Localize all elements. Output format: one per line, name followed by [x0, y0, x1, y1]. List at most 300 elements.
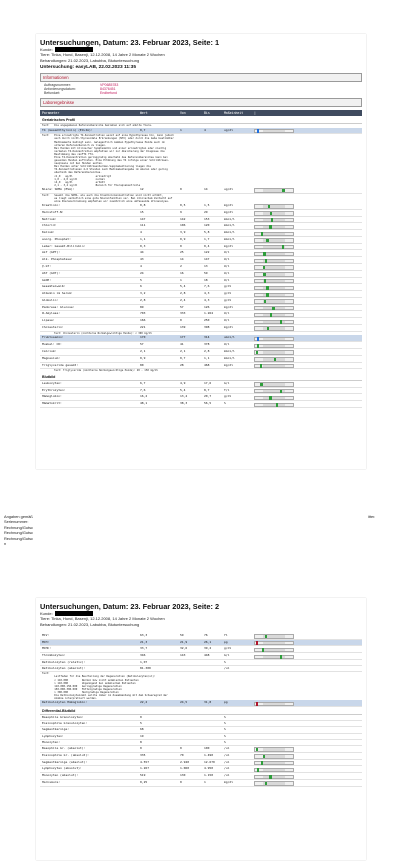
range-from: 16 — [180, 270, 184, 275]
section-differential: Differential-Blutbild — [40, 708, 362, 715]
table-row — [40, 401, 362, 408]
table-row — [40, 356, 362, 363]
range-bar — [254, 286, 294, 290]
range-marker — [260, 383, 262, 387]
range-bar — [254, 337, 294, 341]
parameter-name: Hämatokrit: — [42, 401, 62, 406]
range-marker — [261, 232, 263, 236]
info-value: VP0685783 — [100, 82, 119, 87]
range-bar-normal — [263, 748, 286, 750]
range-to: 1,7 — [204, 236, 210, 241]
cholesterol-note: Text: Cholesterin (nüchterne Normalgewichtige Hunde): < 300 mg/dl — [54, 331, 152, 335]
range-marker — [256, 702, 258, 706]
range-bar — [254, 279, 294, 283]
margin-text: Rechnung/Gutsc — [4, 535, 33, 541]
right-margin-note: itter. — [368, 514, 376, 519]
fructosamine-row-container — [40, 335, 362, 342]
unit-cell: mmol/l — [224, 236, 235, 241]
range-marker — [256, 641, 258, 645]
range-bar-cell — [254, 278, 360, 284]
table-row — [40, 271, 362, 278]
value-cell: 0,25 — [140, 779, 148, 784]
value-cell: 7,6 — [140, 387, 146, 392]
range-to: 4,3 — [204, 297, 210, 302]
margin-text: Angaben gemäß — [4, 514, 33, 519]
range-to: 26,1 — [204, 639, 212, 644]
range-bar-normal — [263, 273, 286, 275]
range-to: 100 — [204, 746, 210, 751]
niere-row-container — [40, 187, 362, 194]
range-from: 24,5 — [180, 700, 188, 705]
report-page-2 — [36, 598, 366, 860]
unit-cell: G/l — [224, 380, 230, 385]
range-to: 31,8 — [204, 700, 212, 705]
info-row — [44, 91, 362, 95]
reference-note: Text: Die angegebenen Referenzbereiche beziehen sich auf adulte Tiere. — [42, 124, 153, 128]
range-marker — [269, 396, 271, 400]
parameter-name: Erythrozyten: — [42, 387, 66, 392]
range-to: 1,1 — [204, 355, 210, 360]
range-bar-normal — [263, 338, 286, 340]
tier-line: Tiere: Tinka, Hund, Basenji, 12.12.2008, 14 Jahre 2 Monate 2 Wochen — [40, 52, 165, 58]
page-title: Untersuchungen, Datum: 23. Februar 2023, Seite: 1 — [40, 38, 220, 47]
range-to: 18 — [204, 277, 208, 282]
table-row — [40, 203, 362, 210]
range-marker — [272, 307, 274, 311]
parameter-name: Hämoglobin: — [42, 394, 62, 399]
value-cell: 1.267 — [140, 766, 150, 771]
range-from: 13,4 — [180, 394, 188, 399]
value-cell: 89 — [140, 304, 144, 309]
table-row — [40, 753, 362, 760]
range-bar — [254, 218, 294, 222]
range-from: 32,6 — [180, 646, 188, 651]
range-to: 122 — [204, 250, 210, 255]
left-margin-note — [4, 514, 38, 546]
range-bar — [254, 320, 294, 324]
value-cell: 1,1 — [140, 236, 146, 241]
parameter-name: Harnstoff-N: — [42, 209, 64, 214]
reticulocyte-guide: Text: Leitfaden für die Beurteilung der Regeneration (Retikulozyten/ul): < 110.000 Normal bzw nicht anämischen Patienten > 110.000 Ungenügend bei anämischem Patienten 110.000-150.000 Geringgradige Regeneration 150.000-300.000 Mittelgradige Regeneration > 300.000 Hochgradige Regeneration Die Retikulozytenzahl sollte immer im Zusammenhang mit dem Schweregrad der Anämie interpretiert werden. — [42, 672, 168, 701]
range-from — [180, 727, 204, 732]
unit-cell: % — [224, 659, 226, 664]
parameter-name: Chlorid: — [42, 223, 57, 228]
unit-cell: % — [224, 715, 226, 719]
range-marker — [269, 225, 271, 229]
range-bar-normal — [263, 365, 286, 367]
range-bar-normal — [263, 253, 286, 255]
results-rows — [40, 203, 362, 332]
range-bar-cell — [254, 210, 360, 216]
unit-cell: /ul — [224, 752, 230, 757]
range-from — [180, 734, 204, 739]
value-cell: 5 — [140, 277, 142, 282]
range-marker — [280, 390, 282, 394]
table-row — [40, 187, 362, 194]
unit-cell: umol/l — [224, 335, 235, 340]
range-marker — [256, 351, 258, 355]
table-row — [40, 342, 362, 349]
range-bar-normal — [263, 769, 286, 771]
range-to: 5,8 — [204, 230, 210, 235]
range-to: 398 — [204, 325, 210, 330]
range-from: 2,4 — [180, 297, 186, 302]
range-from: 41 — [180, 342, 184, 347]
table-row — [40, 257, 362, 264]
range-marker — [282, 245, 284, 249]
range-from: 1.060 — [180, 766, 190, 771]
table-row — [40, 244, 362, 251]
unit-cell: g/dl — [224, 646, 232, 651]
range-marker — [266, 286, 268, 290]
value-cell: 8 — [140, 739, 142, 744]
range-bar — [254, 775, 294, 779]
range-to: 1,5 — [204, 202, 210, 207]
parameter-name: Magnesium: — [42, 355, 61, 360]
unit-cell: mg/dl — [224, 304, 234, 309]
value-cell: 80 — [140, 362, 144, 367]
range-bar — [254, 754, 294, 758]
unit-cell: mg/dl — [224, 779, 234, 784]
range-bar-normal — [263, 345, 286, 347]
range-bar — [254, 364, 294, 368]
table-row — [40, 311, 362, 318]
unit-cell: mg/dl — [224, 362, 234, 367]
range-marker — [267, 327, 269, 331]
range-bar-normal — [263, 397, 286, 399]
range-bar — [254, 702, 294, 706]
table-row — [40, 284, 362, 291]
table-row — [40, 766, 362, 773]
behandlungen-line-2: Behandlungen: 21.02.2023, Labubba, Blutuntersuchung — [40, 621, 140, 627]
range-bar — [254, 259, 294, 263]
parameter-name: γ-GT: — [42, 264, 52, 269]
table-row — [40, 325, 362, 332]
value-cell: 33,7 — [140, 646, 148, 651]
range-from — [180, 715, 204, 720]
value-cell: 63,3 — [140, 632, 148, 637]
parameter-name: Kalium: — [42, 230, 55, 235]
range-bar — [254, 129, 294, 133]
range-to: 378 — [204, 342, 210, 347]
range-bar — [254, 761, 294, 765]
parameter-name: Niere: SDMA (ESA): — [42, 186, 75, 191]
value-cell: 81.300 — [140, 666, 151, 671]
range-from: 2,8 — [180, 291, 186, 296]
range-from: 1 — [180, 277, 182, 282]
range-bar-normal — [263, 404, 286, 406]
value-cell: 335 — [140, 752, 146, 757]
range-bar — [254, 252, 294, 256]
range-bar — [254, 326, 294, 330]
range-bar — [254, 313, 294, 317]
table-row — [40, 305, 362, 312]
range-from: 139 — [180, 325, 186, 330]
range-from: 0 — [180, 779, 182, 784]
range-to: 1.150 — [204, 773, 214, 778]
table-row — [40, 773, 362, 780]
value-cell: 21,3 — [140, 639, 148, 644]
range-bar — [254, 232, 294, 236]
range-marker — [263, 273, 265, 277]
range-bar — [254, 768, 294, 772]
value-cell: 4 — [140, 230, 142, 235]
range-to: 0,4 — [204, 243, 210, 248]
range-bar-normal — [263, 762, 286, 764]
parameter-name: Gesamteiweiß: — [42, 284, 66, 289]
value-cell: 519 — [140, 773, 146, 778]
parameter-name: Alk. Phosphatase: — [42, 257, 73, 262]
value-cell: 0 — [140, 746, 142, 751]
results-rows-page2 — [40, 633, 362, 673]
unit-cell: g/dl — [224, 284, 232, 289]
range-from: 2.940 — [180, 759, 190, 764]
unit-cell: mg/dl — [224, 202, 234, 207]
range-from: 143 — [180, 653, 186, 658]
range-bar-cell — [254, 311, 360, 317]
unit-cell: pg — [224, 639, 228, 644]
range-bar-normal — [263, 226, 286, 228]
range-marker — [266, 293, 268, 297]
info-header: Informationen — [40, 73, 362, 82]
range-bar — [254, 648, 294, 652]
range-to: 1.490 — [204, 752, 214, 757]
range-bar — [254, 225, 294, 229]
table-row — [40, 210, 362, 217]
range-bar-cell — [254, 291, 360, 297]
range-bar-cell — [254, 660, 360, 665]
range-from — [180, 721, 204, 726]
unit-cell: U/l — [224, 318, 230, 323]
column-header: Von — [180, 111, 186, 116]
range-from — [180, 660, 204, 665]
value-cell: 68 — [140, 727, 144, 732]
value-cell: 57 — [140, 342, 144, 347]
table-row — [40, 646, 362, 653]
parameter-name: Segmentkernige: — [42, 727, 70, 732]
range-from: 25 — [180, 250, 184, 255]
range-marker — [270, 212, 272, 216]
parameter-name: Lymphozyten: — [42, 733, 64, 738]
parameter-name: Triglyceride gesamt: — [42, 362, 79, 367]
parameter-name: Albumin im Serum: — [42, 291, 73, 296]
range-bar-cell — [254, 401, 360, 407]
range-marker — [257, 344, 259, 348]
table-row — [40, 653, 362, 660]
range-marker — [263, 252, 265, 256]
range-to: 8,7 — [204, 387, 210, 392]
range-marker — [266, 239, 268, 243]
parameter-name: MCH: — [42, 639, 50, 644]
unit-cell: /ul — [224, 773, 230, 778]
range-to: 468 — [204, 362, 210, 367]
unit-cell: % — [224, 739, 226, 744]
table-row — [40, 217, 362, 224]
range-bar — [254, 272, 294, 276]
range-bar — [254, 306, 294, 310]
value-cell: 0,7 — [140, 127, 146, 132]
labor-header: Laborergebnisse — [40, 98, 362, 107]
range-bar — [254, 204, 294, 208]
parameter-name: T4 (Gesamtthyroxin) (ECLIA): — [42, 127, 93, 132]
unit-cell: g/dl — [224, 394, 232, 399]
table-row — [40, 264, 362, 271]
table-row — [40, 335, 362, 342]
range-bar — [254, 357, 294, 361]
range-to: 4 — [204, 127, 206, 132]
range-to — [204, 715, 224, 720]
range-bar-cell — [254, 349, 360, 355]
value-cell: 147 — [140, 216, 146, 221]
parameter-name: Leukozyten: — [42, 380, 62, 385]
range-to: 250 — [204, 318, 210, 323]
range-to: 56,5 — [204, 401, 212, 406]
info-table — [44, 83, 362, 96]
range-bar — [254, 781, 294, 785]
blood-rows — [40, 381, 362, 408]
range-from: 1 — [180, 127, 182, 132]
value-cell: 6 — [140, 284, 142, 289]
range-bar — [254, 382, 294, 386]
range-bar — [254, 641, 294, 645]
parameter-name: Monozyten: — [42, 739, 61, 744]
range-from — [180, 666, 204, 671]
table-row — [40, 760, 362, 767]
range-from: 5,4 — [180, 284, 186, 289]
range-marker — [271, 218, 273, 222]
range-bar-cell — [254, 780, 360, 786]
range-bar — [254, 655, 294, 659]
range-bar — [254, 634, 294, 638]
range-to: 1 — [204, 779, 206, 784]
range-from: 0,9 — [180, 236, 186, 241]
range-bar-normal — [263, 642, 286, 644]
range-from: 130 — [180, 773, 186, 778]
differential-rows — [40, 715, 362, 787]
value-cell: 0,9 — [140, 355, 146, 360]
range-from: 4,9 — [180, 380, 186, 385]
tier-line-2: Tiere: Tinka, Hund, Basenji, 12.12.2008, 14 Jahre 2 Monate 2 Wochen — [40, 616, 165, 622]
table-row — [40, 278, 362, 285]
results-table-header — [40, 110, 362, 116]
parameter-name: Thrombozyten: — [42, 653, 66, 658]
range-marker — [263, 266, 265, 270]
value-cell: 0,8 — [140, 202, 146, 207]
range-from: 0 — [180, 746, 182, 751]
unit-cell: U/l — [224, 250, 230, 255]
parameter-name: Harnsäure: — [42, 779, 61, 784]
range-marker — [270, 313, 272, 317]
range-bar — [254, 188, 294, 192]
range-marker — [256, 748, 258, 752]
range-from: 142 — [180, 216, 186, 221]
range-from: 0 — [180, 318, 182, 323]
range-to: 2,8 — [204, 348, 210, 353]
range-bar-cell — [254, 342, 360, 348]
value-cell: 15 — [140, 209, 144, 214]
range-marker — [280, 655, 282, 659]
range-bar-cell — [254, 734, 360, 739]
range-marker — [260, 364, 262, 368]
parameter-name: Retikulozyten Hämoglobin: — [42, 700, 88, 705]
range-from: 14 — [180, 257, 184, 262]
info-value: Endbefund — [100, 91, 117, 96]
unit-cell: % — [224, 401, 226, 406]
range-from: 38,3 — [180, 401, 188, 406]
range-to — [204, 734, 224, 739]
range-bar-normal — [263, 703, 286, 705]
range-marker — [274, 358, 276, 362]
range-bar-cell — [254, 760, 360, 766]
unit-cell: pg — [224, 700, 228, 705]
unit-cell: ug/dl — [224, 127, 234, 132]
page-title-2: Untersuchungen, Datum: 23. Februar 2023, Seite: 2 — [40, 602, 220, 611]
range-bar-cell — [254, 203, 360, 209]
unit-cell: % — [224, 727, 226, 732]
range-to: 14 — [204, 186, 208, 191]
value-cell: 4.557 — [140, 759, 150, 764]
margin-text: Serienummer: — [4, 519, 29, 525]
range-bar-normal — [263, 776, 286, 778]
value-cell: 19 — [140, 733, 144, 738]
value-cell: 43 — [140, 257, 144, 262]
range-bar-cell — [254, 640, 360, 646]
table-row — [40, 394, 362, 401]
range-from: 0,5 — [180, 202, 186, 207]
unit-cell: /ul — [224, 746, 230, 751]
range-to: 17,6 — [204, 380, 212, 385]
parameter-name: MCHC: — [42, 646, 52, 651]
range-bar-cell — [254, 715, 360, 720]
results-rows-2 — [40, 342, 362, 369]
range-bar-cell — [254, 753, 360, 759]
report-page-1 — [36, 34, 366, 469]
range-bar-cell — [254, 727, 360, 732]
range-bar-cell — [254, 666, 360, 671]
range-from: 106 — [180, 223, 186, 228]
range-marker — [280, 320, 282, 324]
range-bar-cell — [254, 318, 360, 324]
unit-cell: U/l — [224, 277, 230, 282]
triglyceride-note: Text: Triglyceride (nüchterne Normalgewichtige Hunde): 28 - 150 mg/dl — [54, 369, 158, 373]
range-bar-normal — [263, 233, 286, 235]
range-to: 39,2 — [204, 646, 212, 651]
range-bar-cell — [254, 653, 360, 659]
niere-text: Text: Sowohl die SDMA- als auch die Kreatininkonzentration sind nicht erhöht, es liegt vermutlich eine gute Nierenfunktion vor. Bei klinischem Verdacht auf eine Nierenerkrankung empfehlen wir zusätzlich eine umfassende Urinanalyse. — [42, 193, 173, 203]
table-row — [40, 746, 362, 753]
range-from: 0,7 — [180, 355, 186, 360]
range-bar-cell — [254, 335, 360, 341]
parameter-name: Leber: Gesamt-Bilirubin: — [42, 243, 86, 248]
parameter-name: Retikulozyten (absolut): — [42, 666, 86, 671]
column-header: Wert — [140, 111, 148, 116]
value-cell: 0 — [140, 715, 142, 719]
value-cell: 48,1 — [140, 401, 148, 406]
unit-cell: G/l — [224, 653, 230, 658]
column-header: | — [254, 111, 256, 116]
unit-cell: U/l — [224, 270, 230, 275]
range-to: 13 — [204, 264, 208, 269]
range-from: 2,1 — [180, 348, 186, 353]
range-bar-normal — [263, 327, 286, 329]
unit-cell: /ul — [224, 759, 230, 764]
range-bar — [254, 293, 294, 297]
range-bar-normal — [263, 205, 286, 207]
value-cell: 16,2 — [140, 394, 148, 399]
info-key: Befundart: — [44, 91, 61, 96]
range-bar-cell — [254, 773, 360, 779]
range-bar-cell — [254, 250, 360, 256]
